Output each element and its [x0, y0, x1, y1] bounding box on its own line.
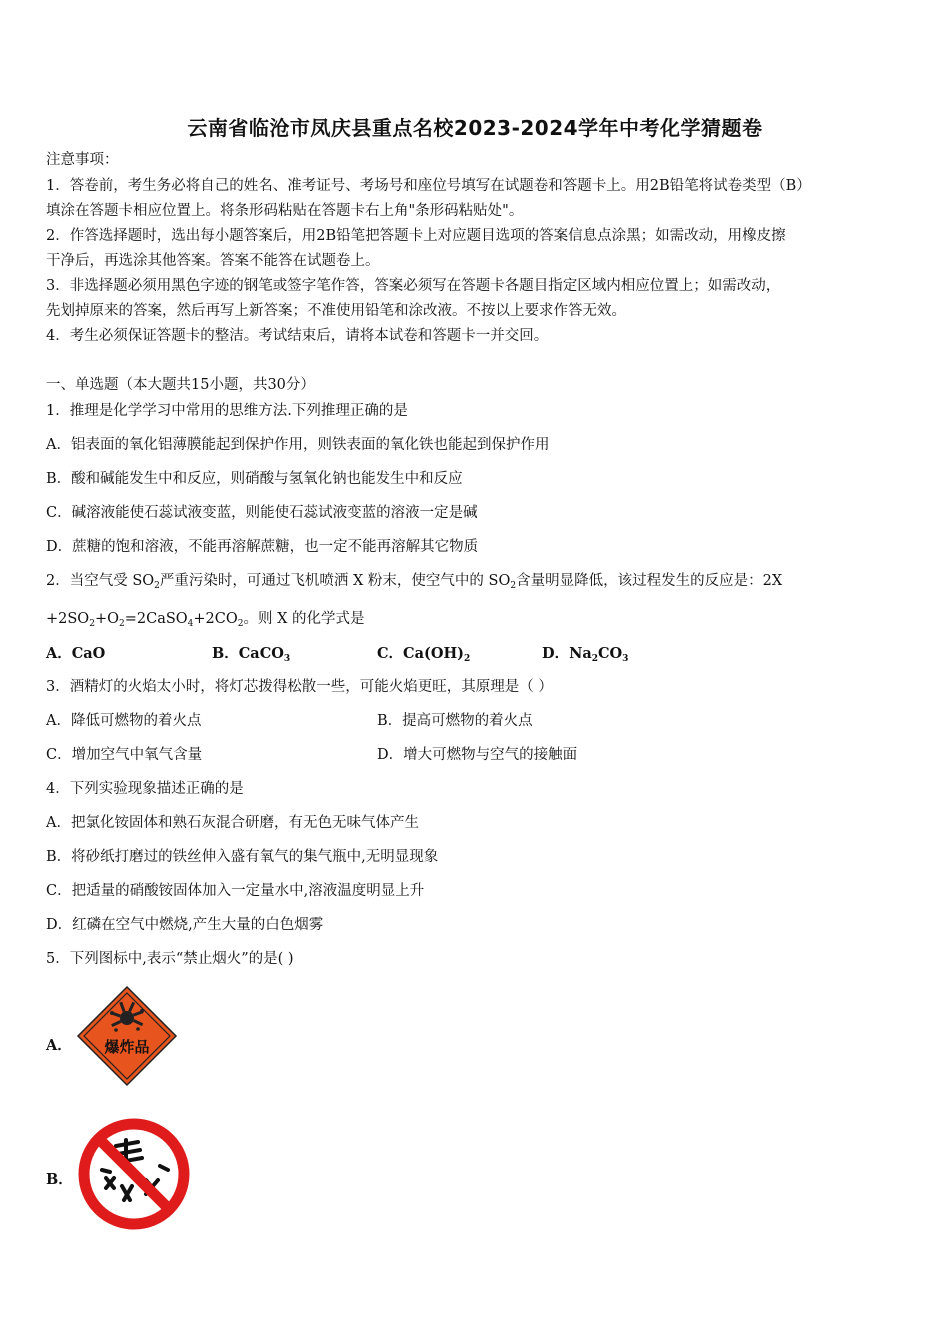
q1-stem: 1．推理是化学学习中常用的思维方法.下列推理正确的是 — [46, 403, 408, 419]
q2-stem-line-1: 2．当空气受 $SO_2$严重污染时，可通过飞机喷洒 X 粉末，使空气中的 $SO_2$含量明显降低，该过程发生的反应是：2X — [46, 573, 783, 591]
q3-option-d: D．增大可燃物与空气的接触面 — [377, 747, 578, 763]
notice-line-2b: 干净后，再选涂其他答案。答案不能答在试题卷上。 — [46, 253, 380, 269]
q1-option-d: D．蔗糖的饱和溶液，不能再溶解蔗糖，也一定不能再溶解其它物质 — [46, 539, 479, 555]
q3-option-c: C．增加空气中氧气含量 — [46, 747, 203, 763]
q4-option-c: C．把适量的硝酸铵固体加入一定量水中,溶液温度明显上升 — [46, 883, 425, 899]
section-heading: 一、单选题（本大题共15小题，共30分） — [46, 377, 315, 393]
notice-line-4: 4．考生必须保证答题卡的整洁。考试结束后，请将本试卷和答题卡一并交回。 — [46, 328, 549, 344]
notice-line-1b: 填涂在答题卡相应位置上。将条形码粘贴在答题卡右上角"条形码粘贴处"。 — [46, 203, 524, 219]
q2-stem-line-2: $+2SO_2+O_2=2CaSO_4+2CO_2$。则 X 的化学式是 — [46, 611, 365, 629]
q4-option-a: A．把氯化铵固体和熟石灰混合研磨，有无色无味气体产生 — [46, 815, 419, 831]
page-title: 云南省临沧市凤庆县重点名校2023-2024学年中考化学猜题卷 — [187, 116, 763, 140]
q5-option-b-label: B． — [46, 1171, 73, 1188]
q2-option-a: A．CaO — [46, 645, 106, 662]
q2-option-d: D．$Na_2CO_3$ — [542, 645, 629, 664]
q4-option-b: B．将砂纸打磨过的铁丝伸入盛有氧气的集气瓶中,无明显现象 — [46, 849, 439, 865]
q2-option-c: C．$Ca(OH)_2$ — [377, 645, 471, 664]
notice-line-3a: 3．非选择题必须用黑色字迹的钢笔或签字笔作答，答案必须写在答题卡各题目指定区域内相应位置上；如需改动， — [46, 278, 781, 294]
q5-option-a-label: A． — [46, 1037, 72, 1054]
q3-stem: 3．酒精灯的火焰太小时，将灯芯拨得松散一些，可能火焰更旺，其原理是（ ） — [46, 679, 553, 695]
q1-option-a: A．铝表面的氧化铝薄膜能起到保护作用，则铁表面的氧化铁也能起到保护作用 — [46, 437, 550, 453]
notice-line-1a: 1．答卷前，考生务必将自己的姓名、准考证号、考场号和座位号填写在试题卷和答题卡上。用2B铅笔将试卷类型（B） — [46, 178, 811, 194]
explosive-sign-icon — [76, 985, 178, 1087]
q1-option-b: B．酸和碱能发生中和反应，则硝酸与氢氧化钠也能发生中和反应 — [46, 471, 463, 487]
explosive-sign-text: 爆炸品 — [104, 1038, 150, 1056]
q4-option-d: D．红磷在空气中燃烧,产生大量的白色烟雾 — [46, 917, 324, 933]
q2-option-b: B．CaCO$_3$ — [212, 645, 291, 664]
notice-line-3b: 先划掉原来的答案，然后再写上新答案；不准使用铅笔和涂改液。不按以上要求作答无效。 — [46, 303, 626, 319]
notice-line-2a: 2．作答选择题时，选出每小题答案后，用2B铅笔把答题卡上对应题目选项的答案信息点涂黑；如需改动，用橡皮擦 — [46, 228, 786, 244]
q4-stem: 4．下列实验现象描述正确的是 — [46, 781, 244, 797]
q3-option-b: B．提高可燃物的着火点 — [377, 713, 533, 729]
q3-option-a: A．降低可燃物的着火点 — [46, 713, 202, 729]
q5-stem: 5．下列图标中,表示“禁止烟火”的是( ) — [46, 951, 294, 967]
notice-heading: 注意事项： — [46, 152, 119, 168]
q1-option-c: C．碱溶液能使石蕊试液变蓝，则能使石蕊试液变蓝的溶液一定是碱 — [46, 505, 478, 521]
no-fireworks-sign-icon — [76, 1116, 192, 1232]
